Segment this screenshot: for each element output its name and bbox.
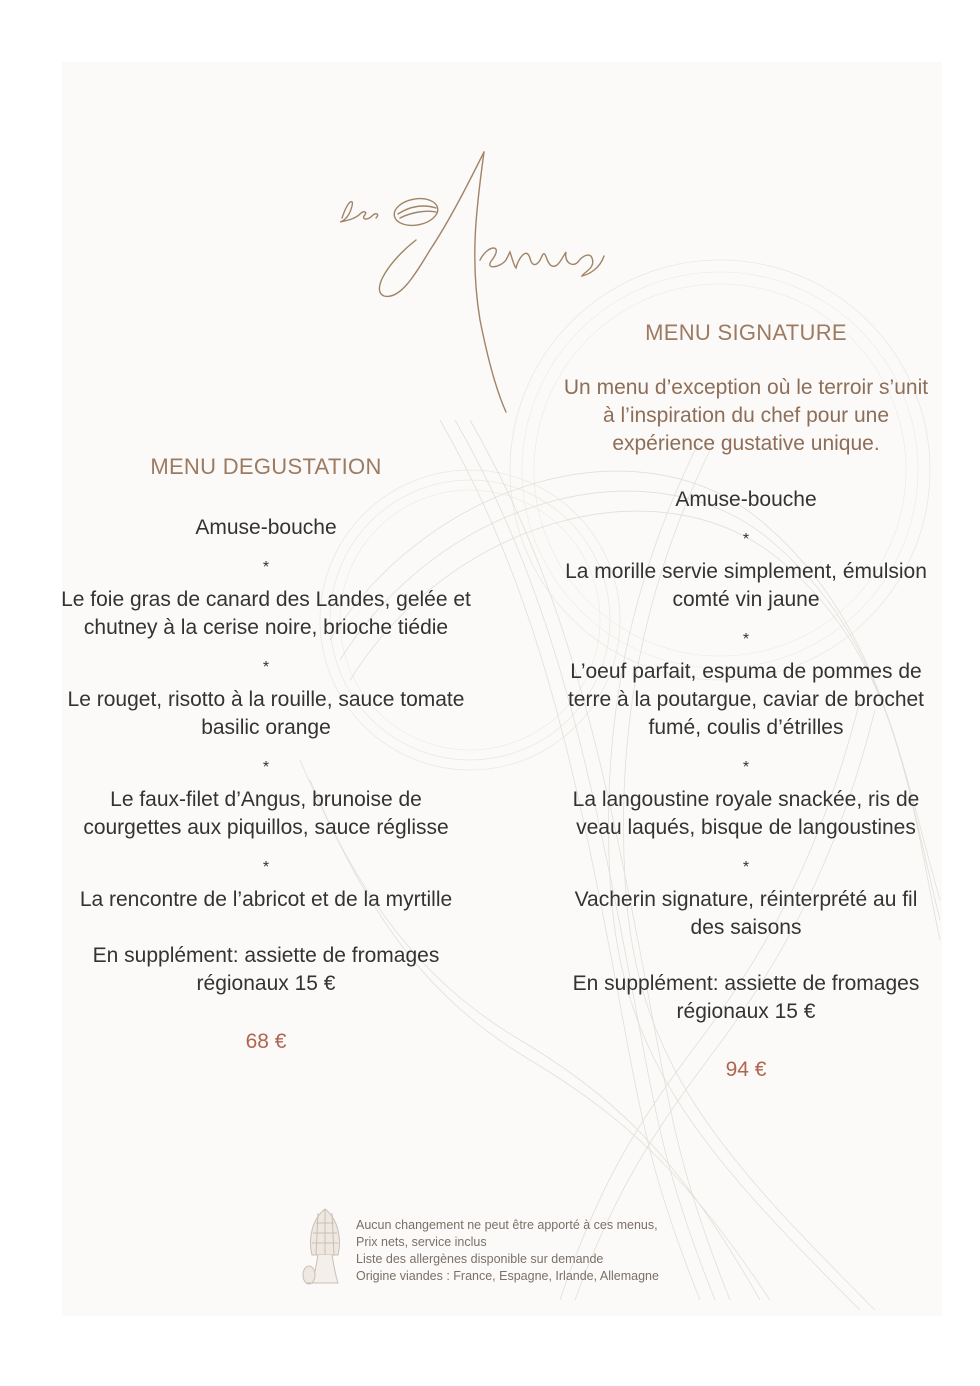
course-separator: * <box>262 659 270 676</box>
footer-line: Origine viandes : France, Espagne, Irlande, Allemagne <box>356 1269 659 1283</box>
course-item: La rencontre de l’abricot et de la myrtille <box>79 888 453 911</box>
course-separator: * <box>742 631 750 648</box>
course-separator: * <box>742 859 750 876</box>
menu-signature-title: MENU SIGNATURE <box>645 320 847 345</box>
course-item: La langoustine royale snackée, ris de veau laqués, bisque de langoustines <box>572 788 920 839</box>
menu-degustation <box>60 454 472 1054</box>
logo-small-text: Les <box>340 224 342 225</box>
menu-degustation-price: 68 € <box>245 1030 287 1053</box>
course-separator: * <box>262 859 270 876</box>
course-item: Le rouget, risotto à la rouille, sauce tomate basilic orange <box>67 688 465 739</box>
course-separator: * <box>262 759 270 776</box>
cheese-supplement: En supplément: assiette de fromages régionaux 15 € <box>92 944 440 995</box>
footer-notes <box>300 1205 720 1295</box>
course-item: La morille servie simplement, émulsion comté vin jaune <box>565 560 927 611</box>
course-separator: * <box>262 559 270 576</box>
morel-mushroom-icon <box>300 1205 350 1287</box>
menu-degustation-title: MENU DEGUSTATION <box>150 454 382 479</box>
footer-text <box>356 1217 659 1285</box>
cheese-supplement: En supplément: assiette de fromages régionaux 15 € <box>572 972 920 1023</box>
course-item: Amuse-bouche <box>195 516 337 539</box>
course-item: Le foie gras de canard des Landes, gelée et chutney à la cerise noire, brioche tiédie <box>61 588 471 639</box>
course-item: Le faux-filet d’Angus, brunoise de courgettes aux piquillos, sauce réglisse <box>83 788 449 839</box>
footer-line: Liste des allergènes disponible sur demande <box>356 1252 604 1266</box>
course-separator: * <box>742 759 750 776</box>
course-item: L’oeuf parfait, espuma de pommes de terre à la poutargue, caviar de brochet fumé, coulis d’étrilles <box>567 660 925 739</box>
menu-signature <box>560 320 932 1082</box>
course-separator: * <box>742 531 750 548</box>
logo-large-text: Menus <box>480 260 484 261</box>
menu-signature-intro: Un menu d’exception où le terroir s’unit à l’inspiration du chef pour une expérience gustative unique. <box>563 376 929 455</box>
course-item: Vacherin signature, réinterprété au fil des saisons <box>574 888 918 939</box>
menu-signature-price: 94 € <box>725 1058 767 1081</box>
course-item: Amuse-bouche <box>675 488 817 511</box>
footer-line: Prix nets, service inclus <box>356 1235 487 1249</box>
footer-line: Aucun changement ne peut être apporté à ces menus, <box>356 1218 658 1232</box>
